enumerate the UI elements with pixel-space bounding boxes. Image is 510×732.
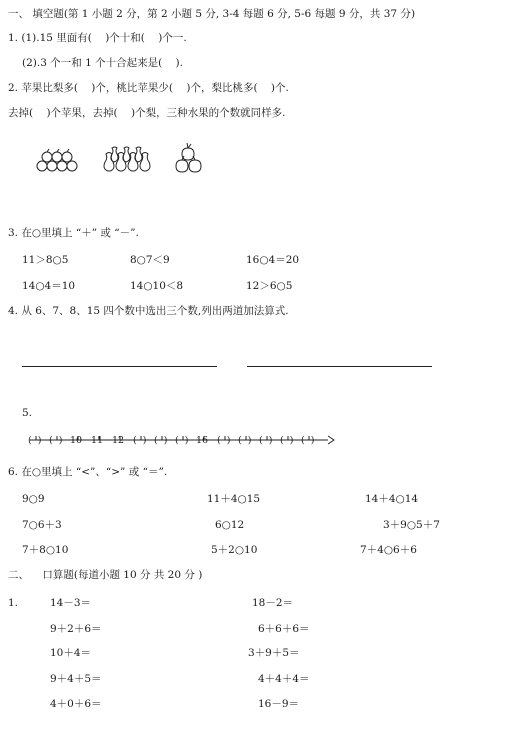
q6-title: 6. 在○里填上 “<”、“>” 或 “＝”. (8, 466, 168, 478)
number-line-label: ( ) (133, 435, 147, 446)
q4-answer-line-2 (247, 366, 432, 367)
q6-r1c1: 9○9 (22, 493, 45, 505)
number-line-label: ( ) (154, 435, 168, 446)
apples-icon (37, 149, 77, 171)
calc-left-5: 4＋0＋6＝ (50, 698, 102, 710)
calc-left-2: 9＋2＋6＝ (50, 623, 102, 635)
pears-icon (104, 147, 150, 171)
calc-right-1: 18－2＝ (252, 597, 294, 609)
q3-r1c3: 16○4＝20 (246, 254, 300, 266)
q3-r1c2: 8○7＜9 (130, 254, 170, 266)
number-line-label: ( ) (49, 435, 63, 446)
calc-left-1: 14－3＝ (50, 597, 92, 609)
number-line-label: 16 (196, 435, 209, 446)
q6-r3c2: 5＋2○10 (211, 544, 258, 556)
section-one-title: 一、 填空题(第 1 小题 2 分，第 2 小题 5 分, 3-4 每题 6 分, 5-6 每题 9 分，共 37 分) (8, 8, 416, 20)
q2-line2: 去掉( )个苹果，去掉( )个梨，三种水果的个数就同样多. (8, 107, 286, 119)
calc-left-3: 10＋4＝ (50, 647, 92, 659)
q6-r2c3: 3＋9○5＋7 (383, 519, 440, 531)
number-line-label: 12 (112, 435, 125, 446)
q1-part1: 1. (1).15 里面有( )个十和( )个一. (8, 32, 187, 44)
calc-right-3: 3＋9＋5＝ (248, 647, 300, 659)
q6-r2c1: 7○6＋3 (22, 519, 62, 531)
calc-left-4: 9＋4＋5＝ (50, 673, 102, 685)
q4-title: 4. 从 6、7、8、15 四个数中选出三个数,列出两道加法算式. (8, 305, 289, 317)
number-line-label: ( ) (238, 435, 252, 446)
number-line-label: ( ) (217, 435, 231, 446)
q3-r2c1: 14○4＝10 (22, 280, 76, 292)
number-line-label: 10 (70, 435, 83, 446)
peaches-icon (176, 143, 201, 172)
q6-r1c2: 11＋4○15 (207, 493, 261, 505)
calc-number: 1. (8, 597, 19, 609)
q6-r3c1: 7＋8○10 (22, 544, 69, 556)
number-line-label: 11 (91, 435, 104, 446)
q1-part2: (2).3 个一和 1 个十合起来是( ). (22, 57, 183, 69)
q3-r2c2: 14○10＜8 (130, 280, 184, 292)
q3-r2c3: 12＞6○5 (246, 280, 293, 292)
number-line-label: ( ) (280, 435, 294, 446)
number-line-label: ( ) (259, 435, 273, 446)
q3-r1c1: 11＞8○5 (22, 254, 69, 266)
q4-answer-line-1 (22, 366, 217, 367)
q5-title: 5. (22, 407, 33, 419)
calc-right-5: 16－9＝ (258, 698, 300, 710)
calc-right-2: 6＋6＋6＝ (258, 623, 310, 635)
q6-r2c2: 6○12 (215, 519, 245, 531)
number-line-label: ( ) (175, 435, 189, 446)
fruit-illustration (30, 138, 230, 183)
q6-r3c3: 7＋4○6＋6 (360, 544, 417, 556)
q3-title: 3. 在○里填上 “＋” 或 “－”. (8, 227, 139, 239)
q6-r1c3: 14＋4○14 (365, 493, 419, 505)
q2-line1: 2. 苹果比梨多( )个，桃比苹果少( )个，梨比桃多( )个. (8, 82, 289, 94)
section-two-title: 二、 口算题(每道小题 10 分 共 20 分 ) (8, 569, 203, 581)
number-line-label: ( ) (301, 435, 315, 446)
number-line-label: ( ) (28, 435, 42, 446)
calc-right-4: 4＋4＋4＝ (258, 673, 310, 685)
